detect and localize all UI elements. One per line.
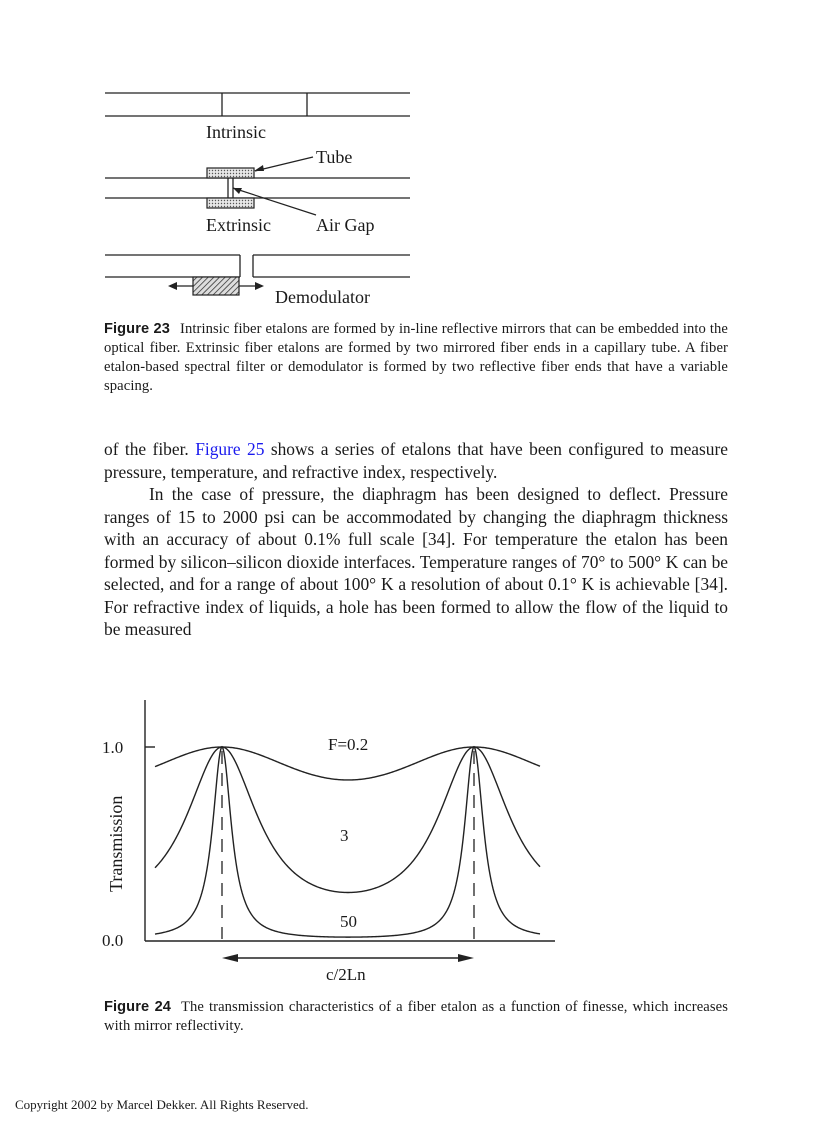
y-axis-label: Transmission [106,795,126,892]
figure-24-caption-text: The transmission characteristics of a fiber etalon as a function of finesse, which increases with mirror reflectivity. [104,999,729,1034]
demodulator-label: Demodulator [275,287,370,307]
capillary-tube-top [207,168,254,178]
period-arrow-left [222,954,238,962]
demodulator-actuator [193,277,239,295]
paragraph-1 [104,438,728,483]
figure-24-caption [104,998,728,1036]
transmission-chart [100,695,560,985]
capillary-tube-bottom [207,198,254,208]
fiber-etalon-diagram [100,85,420,310]
body-text [104,438,728,641]
paragraph-2: In the case of pressure, the diaphragm has been designed to deflect. Pressure ranges of 15 to 2000 psi can be accommodated by changing the diaphragm thickness with an accuracy of about 0.1% full scale [34]. For temperature the etalon has been formed by silicon–silicon dioxide interfaces. Temperature ranges of 70° to 500° K can be selected, and for a range of about 100° K a resolution of about 0.1° K is achievable [34]. For refractive index of liquids, a hole has been formed to allow the flow of the liquid to be measured [104,484,728,639]
extrinsic-fiber [105,157,410,215]
figure-25-link[interactable]: Figure 25 [195,439,265,459]
figure-24-label: Figure 24 [104,999,172,1015]
figure-23-diagram [100,85,420,310]
period-label: c/2Ln [326,965,366,984]
figure-24-chart [100,695,560,985]
figure-23-caption-text: Intrinsic fiber etalons are formed by in-line reflective mirrors that can be embedded into the optical fiber. Extrinsic fiber etalons are formed by two mirrored fiber ends in a capillary tube. A fiber etalon-based spectral filter or demodulator is formed by two reflective fiber ends that have a variable spacing. [104,321,729,394]
copyright-footer: Copyright 2002 by Marcel Dekker. All Rights Reserved. [15,1097,309,1112]
series-label-1: F=0.2 [328,735,369,754]
paragraph-1-start: of the fiber. [104,439,196,459]
paragraph-1-end: shows a series of etalons that have been configured to measure pressure, temperature, and refractive index, respectively. [104,439,728,482]
intrinsic-fiber [105,93,410,116]
y-tick-label-1: 1.0 [102,738,124,757]
figure-23-label: Figure 23 [104,321,170,337]
y-tick-label-0: 0.0 [102,931,124,950]
series-label-3: 50 [340,912,357,931]
extrinsic-label: Extrinsic [206,215,271,235]
series-label-2: 3 [340,826,349,845]
intrinsic-label: Intrinsic [206,122,266,142]
period-arrow-right [458,954,474,962]
air-gap-label: Air Gap [316,215,375,235]
tube-label: Tube [316,147,353,167]
figure-23-caption [104,320,728,396]
